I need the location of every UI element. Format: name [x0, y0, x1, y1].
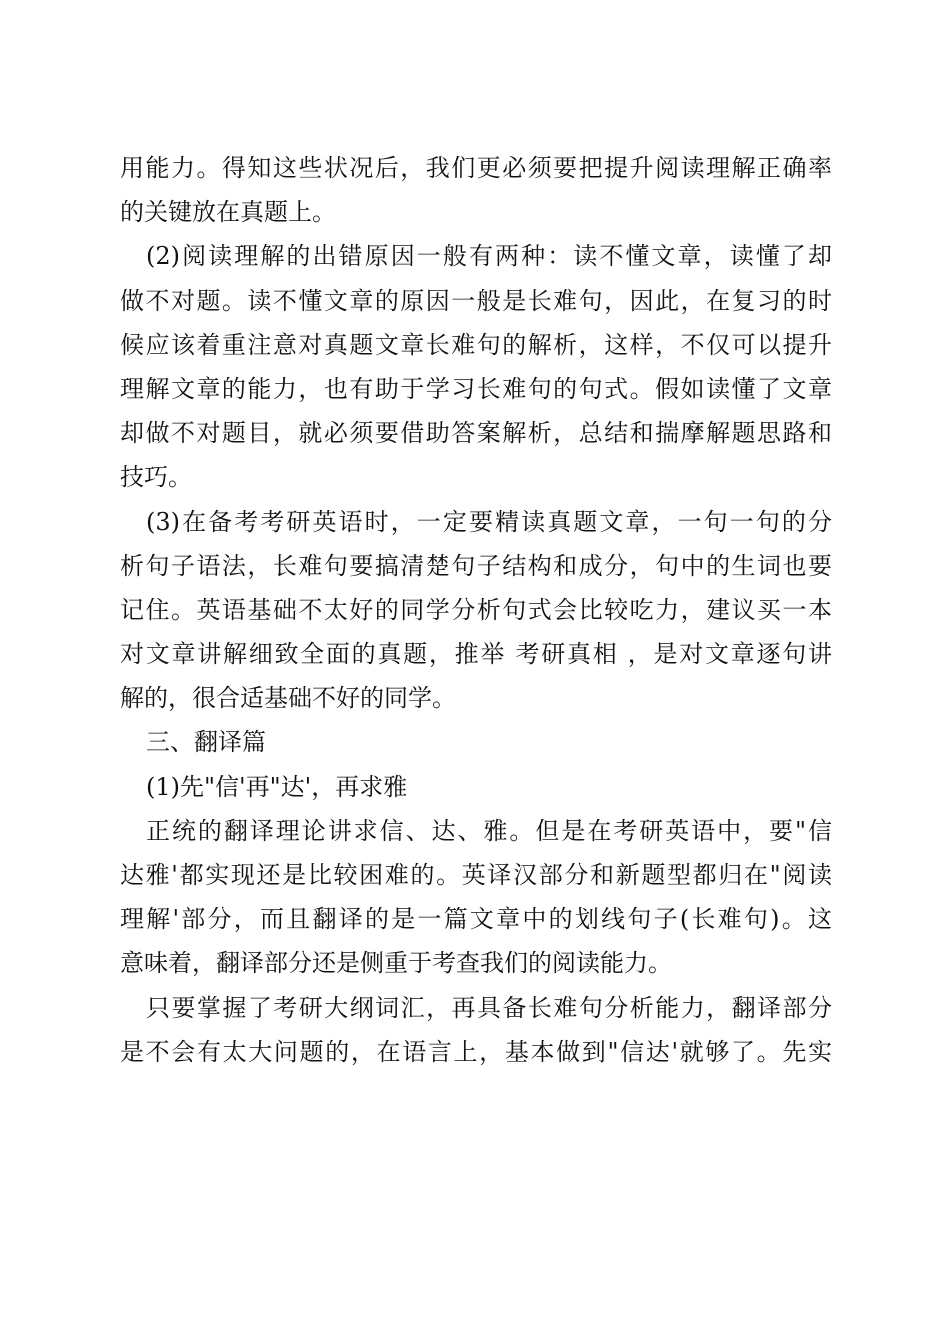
body-text-line: 意味着，翻译部分还是侧重于考查我们的阅读能力。	[120, 949, 672, 978]
body-text-line: 析句子语法，长难句要搞清楚句子结构和成分，句中的生词也要	[120, 551, 832, 580]
body-text-line: 解的，很合适基础不好的同学。	[120, 684, 456, 713]
body-text-line: 候应该着重注意对真题文章长难句的解析，这样，不仅可以提升	[120, 330, 832, 359]
document-page	[120, 146, 832, 1074]
paragraph-first-line: 只要掌握了考研大纲词汇，再具备长难句分析能力，翻译部分	[146, 993, 832, 1022]
body-text-line: 理解文章的能力，也有助于学习长难句的句式。假如读懂了文章	[120, 374, 832, 403]
list-item-line: (2)阅读理解的出错原因一般有两种：读不懂文章，读懂了却	[146, 242, 832, 271]
body-text-line: 对文章讲解细致全面的真题，推举 考研真相 ，是对文章逐句讲	[120, 640, 832, 669]
body-text-line: 记住。英语基础不太好的同学分析句式会比较吃力，建议买一本	[120, 595, 832, 624]
list-item-line: (3)在备考考研英语时，一定要精读真题文章，一句一句的分	[146, 507, 832, 536]
body-text-line: 却做不对题目，就必须要借助答案解析，总结和揣摩解题思路和	[120, 419, 832, 448]
section-heading: 三、翻译篇	[146, 728, 266, 757]
body-text-line: 达雅'都实现还是比较困难的。英译汉部分和新题型都归在"阅读	[120, 861, 832, 889]
body-text-line: 的关键放在真题上。	[120, 198, 336, 227]
body-text-line: 用能力。得知这些状况后，我们更必须要把提升阅读理解正确率	[120, 154, 832, 182]
body-text-line: 技巧。	[120, 463, 192, 492]
paragraph-first-line: 正统的翻译理论讲求信、达、雅。但是在考研英语中，要"信	[146, 816, 832, 845]
body-text-line: 做不对题。读不懂文章的原因一般是长难句，因此，在复习的时	[120, 286, 832, 315]
body-text-line: 是不会有太大问题的，在语言上，基本做到"信达'就够了。先实	[120, 1037, 832, 1066]
subsection-heading: (1)先"信'再"达'，再求雅	[146, 772, 408, 801]
body-text-line: 理解'部分，而且翻译的是一篇文章中的划线句子(长难句)。这	[120, 905, 832, 934]
